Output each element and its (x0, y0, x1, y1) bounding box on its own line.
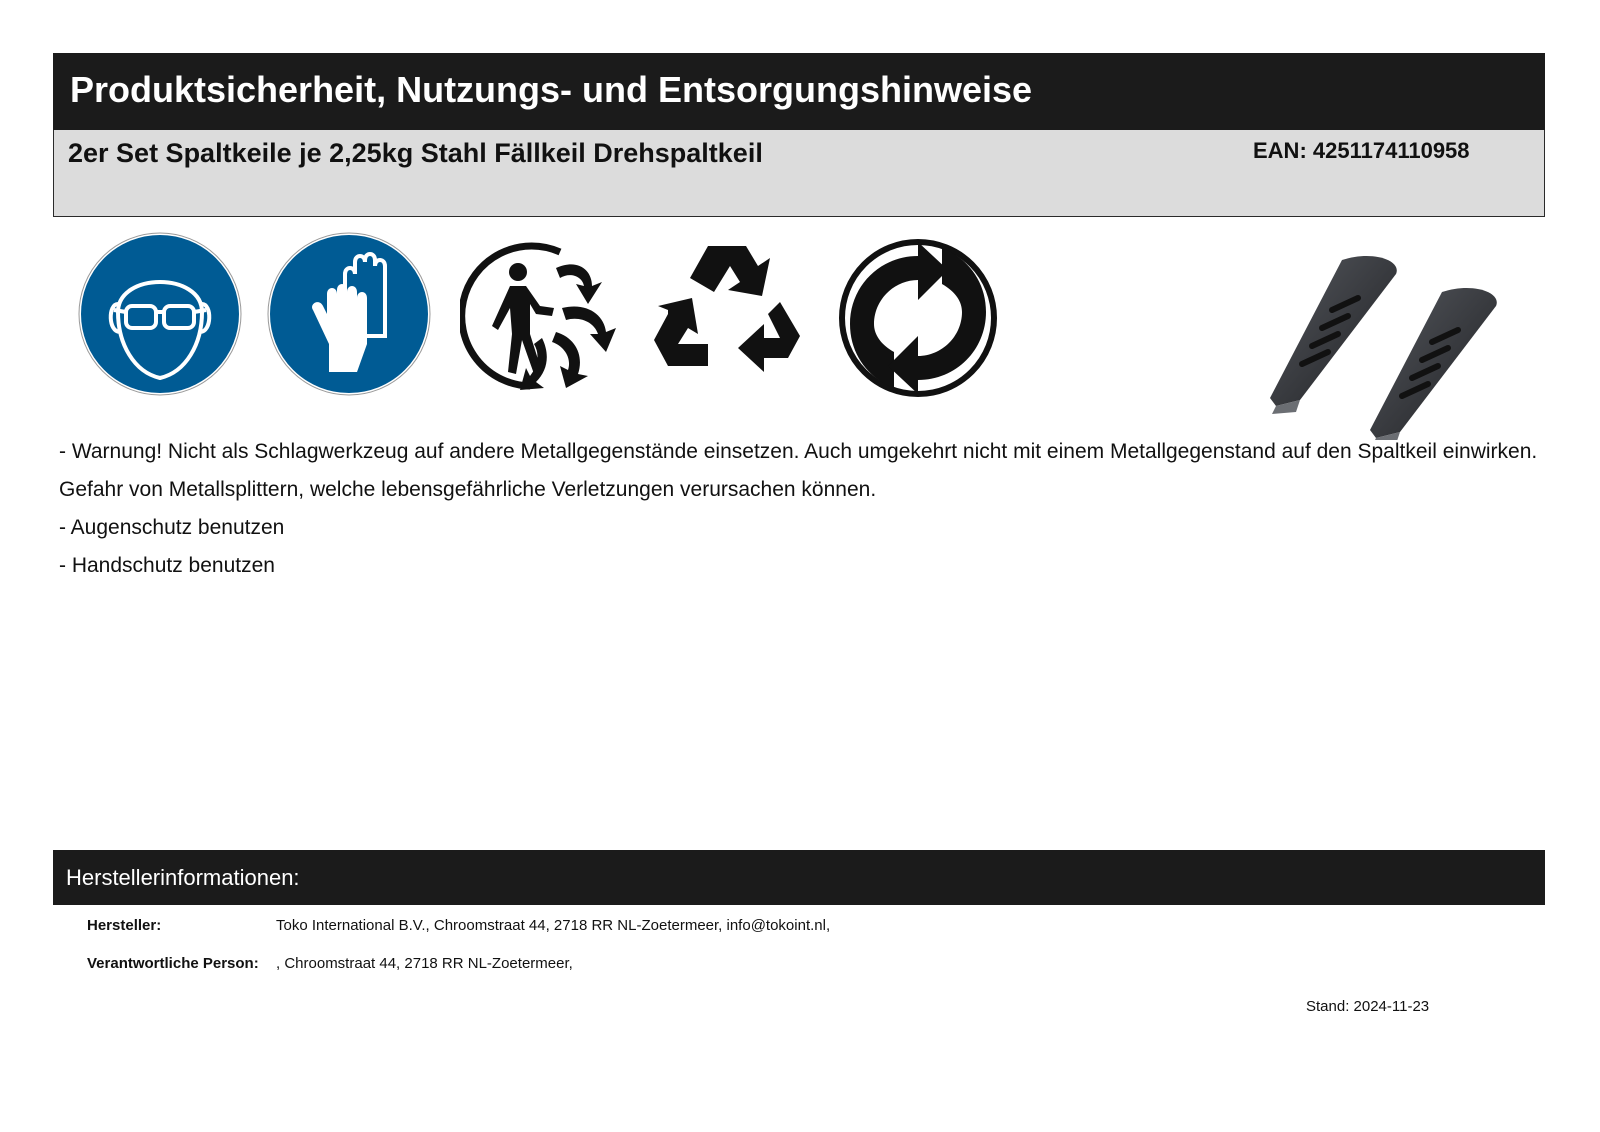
manufacturer-value: Toko International B.V., Chroomstraat 44, 2718 RR NL-Zoetermeer, info@tokoint.nl, (276, 917, 831, 934)
splitting-wedges-image (1262, 250, 1532, 440)
page-title: Produktsicherheit, Nutzungs- und Entsorgungshinweise (53, 53, 1545, 130)
tidyman-disposal-icon (460, 238, 620, 394)
manufacturer-heading: Herstellerinformationen: (53, 850, 1545, 905)
warning-hand-protection: - Handschutz benutzen (59, 554, 275, 577)
warning-metal-strike: - Warnung! Nicht als Schlagwerkzeug auf andere Metallgegenstände einsetzen. Auch umgekehrt nicht mit einem Metallgegenstand auf den Spaltkeil einwirken. Gefahr von Metallsplittern, welche lebensgefährliche Verletzungen verursachen können. (59, 440, 1538, 501)
green-dot-icon (838, 238, 998, 398)
responsible-person-value: , Chroomstraat 44, 2718 RR NL-Zoetermeer, (276, 955, 573, 972)
ean-code: EAN: 4251174110958 (1253, 138, 1470, 163)
eye-protection-icon (78, 232, 242, 396)
product-name: 2er Set Spaltkeile je 2,25kg Stahl Fällkeil Drehspaltkeil (68, 138, 763, 168)
manufacturer-label: Hersteller: (87, 917, 162, 934)
product-info-box (53, 130, 1545, 217)
responsible-person-label: Verantwortliche Person: (87, 955, 259, 972)
warning-eye-protection: - Augenschutz benutzen (59, 516, 285, 539)
hand-protection-icon (267, 232, 431, 396)
warnings-list (59, 433, 1539, 585)
recycling-icon (650, 240, 810, 390)
stand-date: Stand: 2024-11-23 (1306, 998, 1430, 1015)
